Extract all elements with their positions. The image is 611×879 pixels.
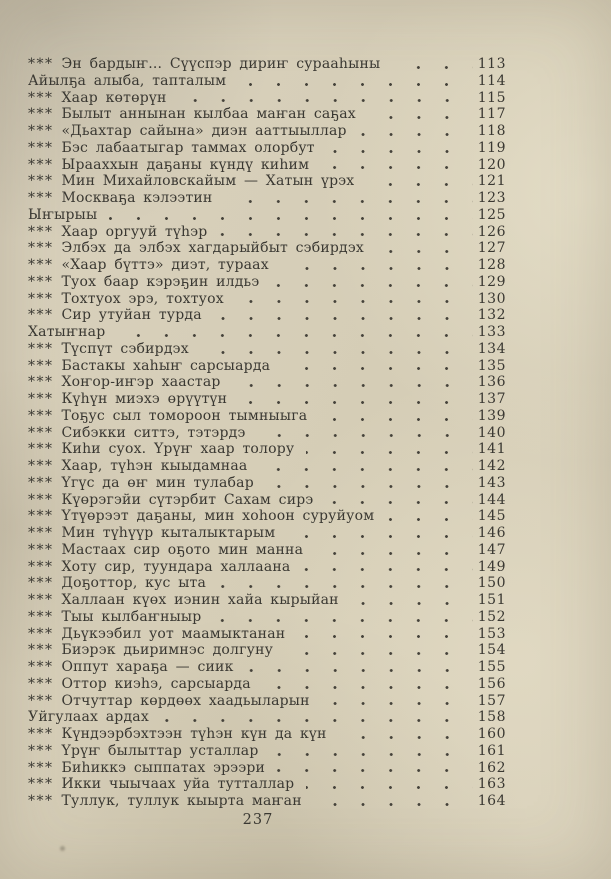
entry-title: «Дьахтар сайына» диэн ааттыыллар: [61, 123, 347, 139]
toc-row: [28, 793, 506, 810]
toc-row: [28, 291, 506, 308]
entry-title: Мастаах сир оҕото мин манна: [61, 541, 304, 558]
dot-leader: [319, 417, 472, 422]
dot-leader: [213, 618, 472, 623]
dot-leader: [297, 634, 472, 639]
toc-row: [28, 358, 506, 375]
dot-leader: [315, 551, 473, 556]
dot-leader: [321, 165, 473, 170]
entry-prefix: ***: [28, 675, 54, 692]
entry-prefix: ***: [28, 575, 54, 592]
dot-leader: [302, 567, 472, 572]
toc-row: [28, 475, 506, 492]
entry-prefix: ***: [28, 307, 54, 324]
toc-list: [28, 56, 506, 810]
entry-title: Түспүт сэбирдэх: [61, 340, 189, 357]
entry-page: 142: [477, 458, 506, 474]
entry-prefix: ***: [28, 106, 54, 123]
dot-leader: [306, 785, 472, 790]
entry-page: 140: [477, 424, 506, 441]
entry-prefix: ***: [28, 89, 54, 106]
dot-leader: [179, 98, 473, 103]
entry-title: Биэрэк дьиримнэс долгуну: [61, 642, 274, 659]
toc-row: [28, 542, 506, 559]
entry-title: Тыы кылбаҥныыр: [61, 608, 202, 625]
entry-title: Хаар көтөрүн: [61, 89, 167, 106]
entry-page: 117: [477, 106, 506, 123]
dot-leader: [218, 584, 473, 589]
dot-leader: [322, 701, 473, 706]
entry-title: Үгүс да өҥ мин тулабар: [61, 474, 254, 491]
entry-page: 135: [477, 357, 506, 374]
entry-title: Ырааххын даҕаны күндү киһим: [61, 156, 310, 173]
toc-row: [28, 642, 506, 659]
toc-row: [28, 693, 506, 710]
entry-page: 129: [477, 273, 506, 290]
toc-row: [28, 425, 506, 442]
entry-page: 123: [477, 190, 506, 206]
entry-page: 158: [477, 709, 506, 726]
entry-page: 132: [477, 307, 506, 324]
dot-leader: [351, 601, 473, 606]
toc-row: [28, 776, 506, 793]
entry-title: Икки чыычаах уйа тутталлар: [61, 776, 295, 793]
entry-prefix: ***: [28, 491, 54, 508]
entry-title: Оппут хараҕа — сиик: [61, 659, 234, 675]
entry-title: «Хаар бүттэ» диэт, тураах: [61, 257, 269, 273]
entry-title: Доҕоттор, кус ыта: [61, 575, 207, 592]
entry-title: Оттор киэһэ, сарсыарда: [61, 675, 251, 692]
entry-prefix: ***: [28, 458, 54, 474]
entry-title: Уйгулаах ардах: [28, 709, 149, 726]
toc-row: [28, 123, 506, 140]
entry-title: Мин түһүүр кыталыктарым: [61, 525, 276, 541]
entry-page: 139: [477, 407, 506, 424]
entry-page: 125: [477, 206, 506, 223]
toc-row: [28, 441, 506, 458]
toc-row: [28, 56, 506, 73]
entry-prefix: ***: [28, 173, 54, 190]
entry-page: 160: [477, 726, 506, 742]
entry-page: 145: [477, 508, 506, 525]
toc-row: [28, 391, 506, 408]
entry-page: 146: [477, 525, 506, 541]
entry-prefix: ***: [28, 441, 54, 458]
entry-title: Туох баар кэрэҕин илдьэ: [61, 273, 260, 290]
toc-row: [28, 157, 506, 174]
toc-row: [28, 726, 506, 743]
page-number-footer: 237: [242, 812, 274, 828]
entry-title: Халлаан күөх иэнин хайа кырыйан: [61, 592, 339, 608]
entry-title: Бэс лабаатыгар таммах олорбут: [61, 139, 315, 156]
dot-leader: [117, 333, 472, 338]
entry-page: 113: [477, 56, 506, 72]
entry-prefix: ***: [28, 123, 54, 139]
dot-leader: [287, 534, 472, 539]
dot-leader: [325, 500, 472, 505]
entry-prefix: ***: [28, 240, 54, 257]
entry-title: Сибэкки ситтэ, тэтэрдэ: [61, 424, 246, 441]
entry-title: Хатыҥнар: [28, 324, 106, 340]
entry-title: Тоҕус сыл томороон тымныыга: [61, 407, 308, 424]
entry-title: Элбэх да элбэх хагдарыйбыт сэбирдэх: [61, 240, 364, 257]
dot-leader: [266, 484, 473, 489]
entry-prefix: ***: [28, 608, 54, 625]
entry-page: 164: [477, 793, 506, 809]
entry-prefix: ***: [28, 407, 54, 424]
entry-prefix: ***: [28, 625, 54, 642]
entry-page: 118: [477, 123, 506, 139]
entry-page: 162: [477, 759, 506, 776]
entry-title: Күндээрбэхтээн түһэн күн да күн: [61, 726, 327, 742]
entry-page: 120: [477, 156, 506, 173]
entry-page: 137: [477, 391, 506, 407]
dot-leader: [386, 517, 472, 522]
entry-prefix: ***: [28, 273, 54, 290]
entry-page: 141: [477, 441, 506, 458]
toc-row: [28, 73, 506, 90]
entry-title: Хоҥор-иҥэр хаастар: [61, 374, 221, 391]
entry-title: Үтүөрээт даҕаны, мин хоһоон суруйуом: [61, 508, 375, 525]
toc-row: [28, 408, 506, 425]
dot-leader: [368, 115, 473, 120]
dot-leader: [246, 668, 473, 673]
dot-leader: [277, 768, 473, 773]
entry-prefix: ***: [28, 474, 54, 491]
dot-leader: [201, 350, 473, 355]
entry-title: Туллук, туллук кыырта маҥан: [61, 793, 302, 809]
entry-page: 115: [477, 89, 506, 106]
entry-prefix: ***: [28, 508, 54, 525]
entry-page: 157: [477, 692, 506, 709]
entry-title: Былыт аннынан кылбаа маҥан саҕах: [61, 106, 356, 123]
entry-prefix: ***: [28, 374, 54, 391]
dot-leader: [306, 450, 472, 455]
entry-title: Хоту сир, туундара халлаана: [61, 558, 291, 575]
entry-page: 155: [477, 659, 506, 675]
entry-prefix: ***: [28, 290, 54, 307]
entry-prefix: ***: [28, 56, 54, 72]
dot-leader: [233, 383, 473, 388]
entry-title: Сир утуйан турда: [61, 307, 202, 324]
dot-leader: [258, 433, 473, 438]
entry-page: 153: [477, 625, 506, 642]
entry-title: Хаар оргууй түһэр: [61, 223, 208, 240]
entry-page: 144: [477, 491, 506, 508]
toc-row: [28, 592, 506, 609]
toc-row: [28, 743, 506, 760]
entry-title: Күөрэгэйи сүтэрбит Сахам сирэ: [61, 491, 314, 508]
entry-prefix: ***: [28, 357, 54, 374]
entry-title: Ыҥырыы: [28, 206, 98, 223]
entry-page: 154: [477, 642, 506, 659]
dot-leader: [259, 467, 472, 472]
entry-page: 133: [477, 324, 506, 340]
toc-row: [28, 224, 506, 241]
toc-row: [28, 492, 506, 509]
dot-leader: [271, 283, 472, 288]
dot-leader: [339, 735, 473, 740]
entry-page: 121: [477, 173, 506, 190]
entry-prefix: ***: [28, 525, 54, 541]
entry-page: 147: [477, 541, 506, 558]
toc-row: [28, 709, 506, 726]
toc-row: [28, 559, 506, 576]
entry-prefix: ***: [28, 340, 54, 357]
entry-prefix: ***: [28, 592, 54, 608]
entry-title: Мин Михайловскайым — Хатын үрэх: [61, 173, 355, 190]
entry-title: Киһи суох. Үрүҥ хаар толору: [61, 441, 295, 458]
entry-title: Эн бардыҥ... Сүүспэр дириҥ сурааһыны: [61, 56, 381, 72]
toc-row: [28, 140, 506, 157]
entry-title: Отчуттар көрдөөх хаадьыларын: [61, 692, 310, 709]
toc-row: [28, 207, 506, 224]
entry-title: Үрүҥ былыттар усталлар: [61, 742, 259, 759]
entry-title: Дьүкээбил уот маамыктанан: [61, 625, 286, 642]
entry-prefix: ***: [28, 692, 54, 709]
toc-row: [28, 90, 506, 107]
entry-page: 126: [477, 223, 506, 240]
entry-title: Тохтуох эрэ, тохтуох: [61, 290, 224, 307]
entry-prefix: ***: [28, 558, 54, 575]
toc-row: [28, 106, 506, 123]
toc-row: [28, 760, 506, 777]
dot-leader: [359, 132, 473, 137]
toc-row: [28, 190, 506, 207]
toc-row: [28, 307, 506, 324]
toc-row: [28, 240, 506, 257]
entry-page: 114: [477, 72, 506, 89]
toc-row: [28, 341, 506, 358]
toc-row: [28, 257, 506, 274]
dot-leader: [271, 752, 473, 757]
entry-prefix: ***: [28, 642, 54, 659]
entry-title: Бастакы хаһыҥ сарсыарда: [61, 357, 271, 374]
dot-leader: [376, 249, 473, 254]
entry-page: 134: [477, 340, 506, 357]
entry-prefix: ***: [28, 541, 54, 558]
entry-prefix: ***: [28, 759, 54, 776]
toc-row: [28, 609, 506, 626]
entry-prefix: ***: [28, 139, 54, 156]
entry-prefix: ***: [28, 659, 54, 675]
dot-leader: [366, 182, 472, 187]
entry-prefix: ***: [28, 156, 54, 173]
dot-leader: [239, 400, 473, 405]
entry-page: 156: [477, 675, 506, 692]
dot-leader: [327, 149, 473, 154]
dot-leader: [224, 199, 472, 204]
entry-page: 163: [477, 776, 506, 793]
entry-page: 119: [477, 139, 506, 156]
entry-page: 143: [477, 474, 506, 491]
toc-row: [28, 374, 506, 391]
dot-leader: [109, 216, 472, 221]
dot-leader: [392, 65, 472, 70]
dot-leader: [282, 366, 473, 371]
entry-title: Москваҕа кэлээтин: [61, 190, 213, 206]
entry-prefix: ***: [28, 726, 54, 742]
entry-page: 127: [477, 240, 506, 257]
dot-leader: [161, 718, 473, 723]
entry-page: 152: [477, 608, 506, 625]
toc-row: [28, 676, 506, 693]
dot-leader: [238, 82, 473, 87]
toc-row: [28, 626, 506, 643]
dot-leader: [285, 651, 473, 656]
entry-prefix: ***: [28, 257, 54, 273]
entry-prefix: ***: [28, 742, 54, 759]
dot-leader: [281, 266, 473, 271]
toc-row: [28, 575, 506, 592]
entry-page: 151: [477, 592, 506, 608]
entry-page: 130: [477, 290, 506, 307]
entry-title: Күһүн миэхэ өрүүтүн: [61, 391, 228, 407]
entry-prefix: ***: [28, 776, 54, 793]
dot-leader: [214, 316, 473, 321]
dot-leader: [236, 299, 473, 304]
entry-title: Хаар, түһэн кыыдамнаа: [61, 458, 248, 474]
entry-title: Айылҕа алыба, тапталым: [28, 72, 227, 89]
entry-title: Биһиккэ сыппатах эрээри: [61, 759, 266, 776]
toc-row: [28, 458, 506, 475]
toc-row: [28, 525, 506, 542]
dot-leader: [219, 232, 472, 237]
entry-page: 136: [477, 374, 506, 391]
entry-prefix: ***: [28, 190, 54, 206]
entry-page: 149: [477, 558, 506, 575]
dot-leader: [263, 685, 473, 690]
entry-prefix: ***: [28, 391, 54, 407]
paper-speck: [60, 846, 65, 851]
entry-prefix: ***: [28, 223, 54, 240]
toc-row: [28, 324, 506, 341]
dot-leader: [314, 802, 473, 807]
entry-prefix: ***: [28, 793, 54, 809]
entry-page: 128: [477, 257, 506, 273]
toc-row: [28, 274, 506, 291]
entry-page: 150: [477, 575, 506, 592]
entry-page: 161: [477, 742, 506, 759]
toc-row: [28, 508, 506, 525]
toc-row: [28, 173, 506, 190]
entry-prefix: ***: [28, 424, 54, 441]
toc-row: [28, 659, 506, 676]
